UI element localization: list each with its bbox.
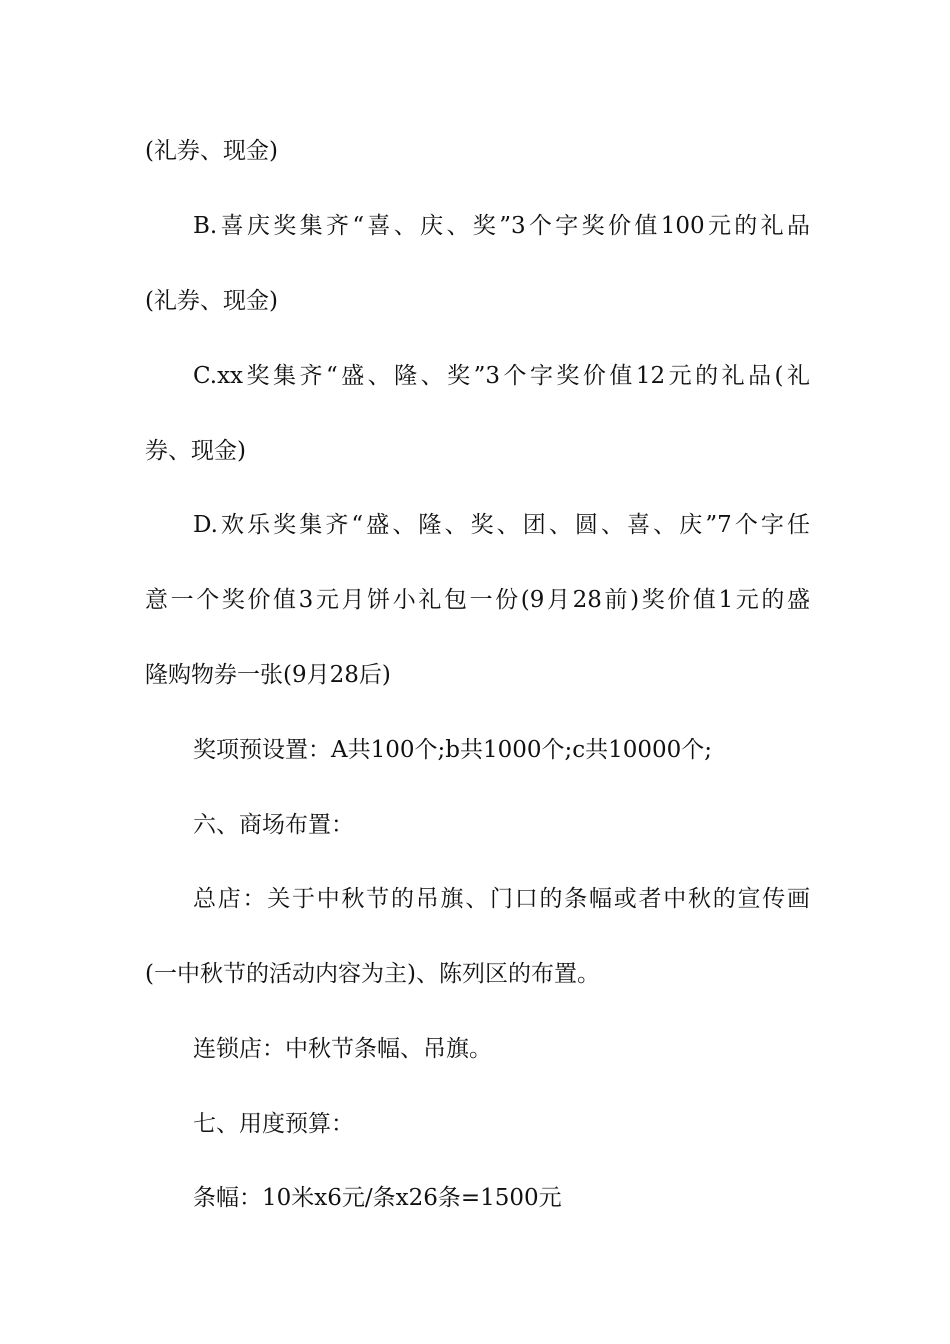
paragraph-line: 隆购物券一张(9月28后) bbox=[145, 662, 391, 688]
section-heading: 七、用度预算： bbox=[193, 1111, 354, 1137]
paragraph-line: 连锁店：中秋节条幅、吊旗。 bbox=[193, 1036, 492, 1062]
section-heading: 六、商场布置： bbox=[193, 812, 354, 838]
paragraph-line: 券、现金) bbox=[145, 438, 246, 464]
paragraph-line: (礼券、现金) bbox=[145, 288, 278, 314]
paragraph-line: 总店：关于中秋节的吊旗、门口的条幅或者中秋的宣传画 bbox=[193, 886, 810, 912]
paragraph-line: D.欢乐奖集齐“盛、隆、奖、团、圆、喜、庆”7个字任 bbox=[193, 512, 810, 538]
paragraph-line: 意一个奖价值3元月饼小礼包一份(9月28前)奖价值1元的盛 bbox=[145, 587, 810, 613]
paragraph-line: 条幅：10米x6元/条x26条=1500元 bbox=[193, 1185, 562, 1211]
paragraph-line: B.喜庆奖集齐“喜、庆、奖”3个字奖价值100元的礼品 bbox=[193, 213, 810, 239]
paragraph-line: 奖项预设置：A共100个;b共1000个;c共10000个; bbox=[193, 737, 713, 763]
paragraph-line: (礼券、现金) bbox=[145, 138, 278, 164]
paragraph-line: C.xx奖集齐“盛、隆、奖”3个字奖价值12元的礼品(礼 bbox=[193, 363, 810, 389]
paragraph-line: (一中秋节的活动内容为主)、陈列区的布置。 bbox=[145, 961, 600, 987]
